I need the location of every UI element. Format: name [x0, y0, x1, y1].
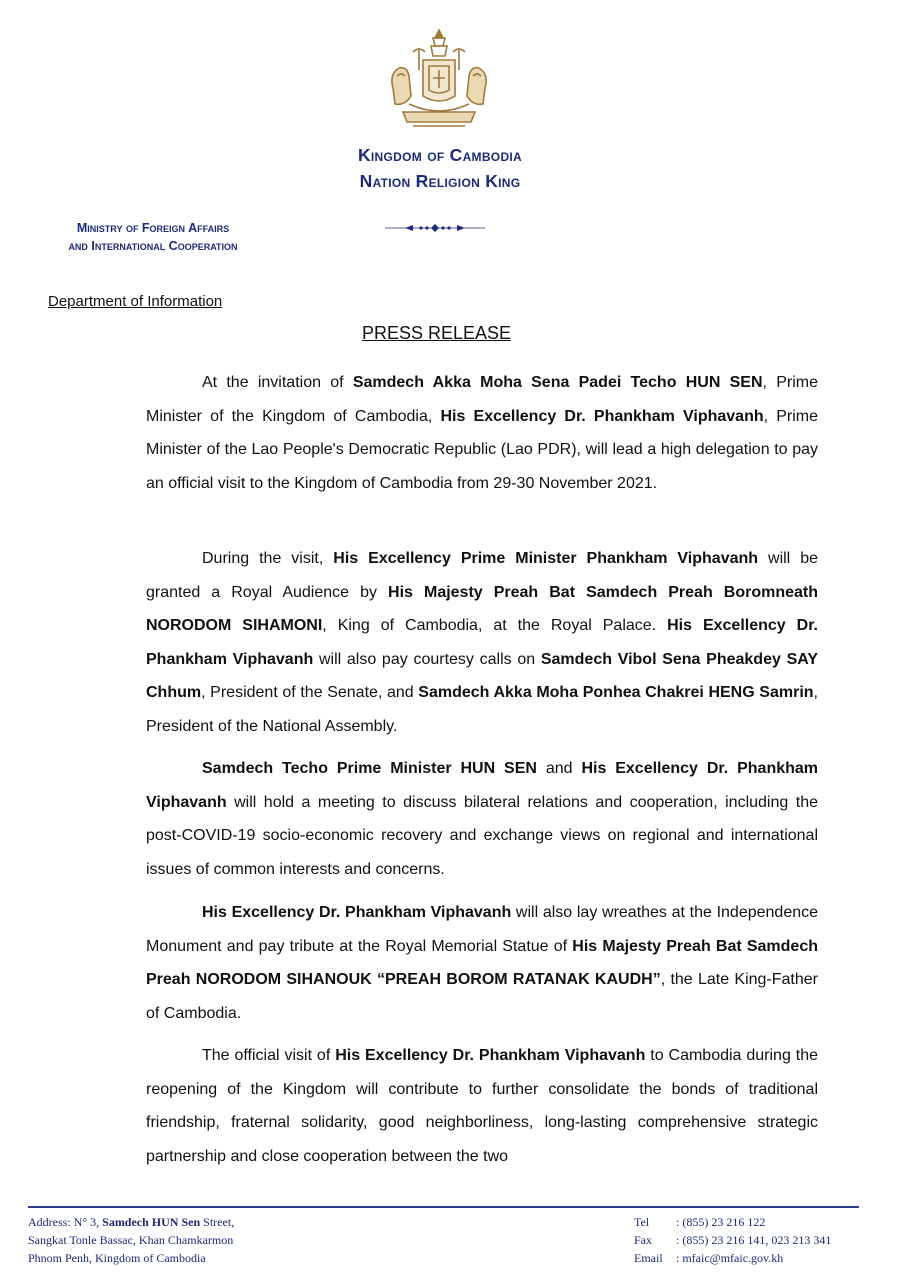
paragraph-4 — [146, 896, 818, 1030]
text-run: will also pay courtesy calls on — [313, 650, 541, 668]
press-release-title: PRESS RELEASE — [361, 323, 512, 343]
text-run: Samdech Vibol Sena Pheakdey SAY Chhum — [146, 650, 819, 702]
ministry-name-line1: Ministry of Foreign Affairs — [76, 221, 230, 235]
address-street: Samdech HUN Sen — [102, 1215, 201, 1229]
paragraph-1 — [146, 366, 818, 500]
text-run: His Excellency Dr. Phankham Viphavanh — [440, 407, 764, 425]
text-run: , President of the Senate, and — [201, 684, 419, 702]
email-label: Email — [634, 1251, 663, 1265]
address-line2: Sangkat Tonle Bassac, Khan Chamkarmon — [28, 1233, 234, 1247]
text-run: During the visit, — [202, 550, 334, 567]
address-street-suffix: Street, — [200, 1215, 235, 1229]
text-run: , the Late King-Father of Cambodia. — [146, 971, 818, 1022]
text-run: His Excellency Dr. Phankham Viphavanh — [202, 904, 512, 921]
email-value[interactable]: : mfaic@mfaic.gov.kh — [676, 1251, 784, 1265]
text-run: will also lay wreathes at the Independence Monument and pay tribute at the Royal Memorial Statue of — [146, 904, 819, 955]
department-label: Department of Information — [48, 293, 223, 310]
footer-contacts — [634, 1213, 831, 1267]
text-run: His Excellency Dr. Phankham Viphavanh — [335, 1047, 646, 1064]
text-run: At the invitation of — [202, 374, 353, 391]
ministry-name-line2: and International Cooperation — [68, 239, 238, 253]
national-motto: Nation Religion King — [359, 171, 521, 191]
footer-divider — [28, 1206, 859, 1208]
paragraph-2 — [146, 542, 818, 744]
fax-label: Fax — [634, 1233, 652, 1247]
royal-coat-of-arms-emblem — [383, 26, 495, 130]
text-run: Samdech Techo Prime Minister HUN SEN — [202, 760, 537, 777]
decorative-divider-ornament — [385, 220, 485, 236]
fax-value: : (855) 23 216 141, 023 213 341 — [676, 1233, 832, 1247]
text-run: will be granted a Royal Audience by — [146, 550, 818, 601]
text-run: to Cambodia during the reopening of the Kingdom will contribute to further consolidate the bonds of traditional friendship, fraternal solidarity, good neighborliness, long-lasting comprehensive strategic partnership and close cooperation between the two — [146, 1047, 818, 1165]
text-run: Samdech Akka Moha Ponhea Chakrei HENG Samrin — [418, 684, 814, 702]
text-run: , Prime Minister of the Kingdom of Cambodia, — [146, 374, 819, 425]
text-run: His Majesty Preah Bat Samdech Preah Boromneath NORODOM SIHAMONI — [146, 583, 819, 635]
text-run: and — [536, 760, 582, 777]
kingdom-heading: Kingdom of Cambodia — [357, 145, 523, 165]
tel-label: Tel — [634, 1215, 650, 1229]
footer-address — [28, 1213, 234, 1267]
text-run: The official visit of — [202, 1047, 336, 1064]
text-run: His Excellency Dr. Phankham Viphavanh — [146, 617, 818, 668]
text-run: will hold a meeting to discuss bilateral relations and cooperation, including the post-COVID-19 socio-economic recovery and exchange views on regional and international issues of common interests and concerns. — [146, 793, 818, 878]
text-run: , King of Cambodia, at the Royal Palace. — [322, 617, 668, 635]
text-run: His Excellency Prime Minister Phankham Viphavanh — [333, 550, 759, 567]
address-line3: Phnom Penh, Kingdom of Cambodia — [28, 1251, 206, 1265]
address-label: Address: N° 3, — [28, 1215, 103, 1229]
text-run: , Prime Minister of the Lao People's Democratic Republic (Lao PDR), will lead a high delegation to pay an official visit to the Kingdom of Cambodia from 29-30 November 2021. — [146, 407, 818, 492]
paragraph-5 — [146, 1039, 818, 1173]
paragraph-3 — [146, 752, 818, 886]
text-run: , President of the National Assembly. — [146, 684, 818, 735]
text-run: Samdech Akka Moha Sena Padei Techo HUN SEN — [352, 374, 763, 391]
text-run: His Majesty Preah Bat Samdech Preah NORODOM SIHANOUK “PREAH BOROM RATANAK KAUDH” — [146, 937, 819, 989]
text-run: His Excellency Dr. Phankham Viphavanh — [146, 760, 819, 811]
tel-value: : (855) 23 216 122 — [676, 1215, 766, 1229]
